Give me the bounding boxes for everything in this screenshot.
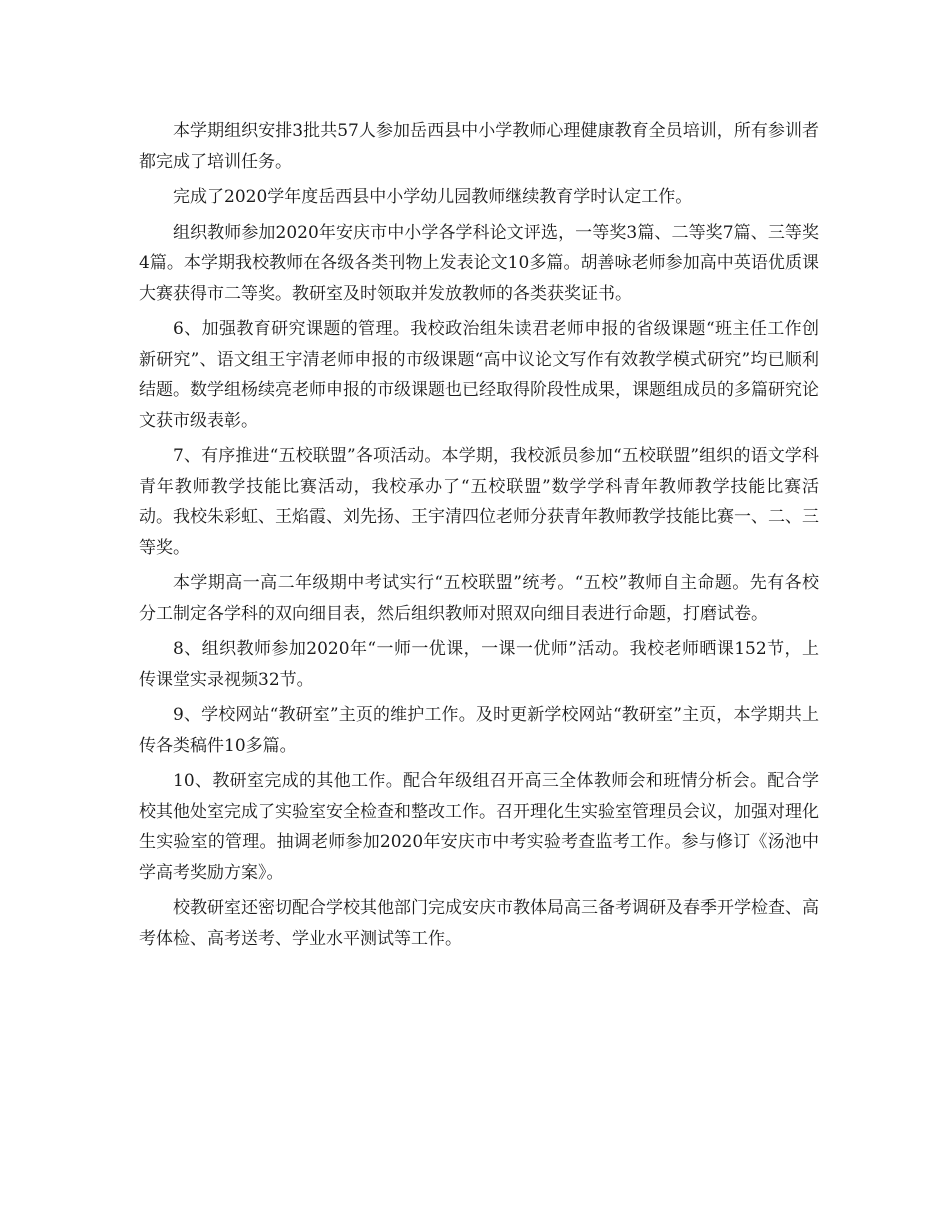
paragraph-paper-awards: 组织教师参加2020年安庆市中小学各学科论文评选，一等奖3篇、二等奖7篇、三等奖4篇。本学期我校教师在各级各类刊物上发表论文10多篇。胡善咏老师参加高中英语优质课大赛获得市二等奖。教研室及时领取并发放教师的各类获奖证书。: [139, 222, 819, 304]
paragraph-five-school-alliance: 7、有序推进“五校联盟”各项活动。本学期，我校派员参加“五校联盟”组织的语文学科青年教师教学技能比赛活动，我校承办了“五校联盟”数学学科青年教师教学技能比赛活动。我校朱彩虹、王焰霞、刘先扬、王宇清四位老师分获青年教师教学技能比赛一、二、三等奖。: [139, 446, 819, 558]
paragraph-excellent-lesson: 8、组织教师参加2020年“一师一优课，一课一优师”活动。我校老师晒课152节，上传课堂实录视频32节。: [139, 639, 819, 690]
paragraph-joint-exam: 本学期高一高二年级期中考试实行“五校联盟”统考。“五校”教师自主命题。先有各校分工制定各学科的双向细目表，然后组织教师对照双向细目表进行命题，打磨试卷。: [139, 573, 819, 624]
paragraph-other-work: 10、教研室完成的其他工作。配合年级组召开高三全体教师会和班情分析会。配合学校其他处室完成了实验室安全检查和整改工作。召开理化生实验室管理员会议，加强对理化生实验室的管理。抽调老师参加2020年安庆市中考实验考查监考工作。参与修订《汤池中学高考奖励方案》。: [139, 771, 819, 883]
document-body: [139, 116, 819, 959]
paragraph-website-maintenance: 9、学校网站“教研室”主页的维护工作。及时更新学校网站“教研室”主页，本学期共上传各类稿件10多篇。: [139, 705, 819, 756]
paragraph-training: 本学期组织安排3批共57人参加岳西县中小学教师心理健康教育全员培训，所有参训者都完成了培训任务。: [139, 121, 819, 172]
paragraph-research-projects: 6、加强教育研究课题的管理。我校政治组朱读君老师申报的省级课题“班主任工作创新研究”、语文组王宇清老师申报的市级课题“高中议论文写作有效教学模式研究”均已顺利结题。数学组杨续亮老师申报的市级课题也已经取得阶段性成果，课题组成员的多篇研究论文获市级表彰。: [139, 319, 819, 431]
paragraph-continuing-education: 完成了2020学年度岳西县中小学幼儿园教师继续教育学时认定工作。: [173, 187, 693, 207]
paragraph-cooperation: 校教研室还密切配合学校其他部门完成安庆市教体局高三备考调研及春季开学检查、高考体检、高考送考、学业水平测试等工作。: [139, 898, 819, 949]
